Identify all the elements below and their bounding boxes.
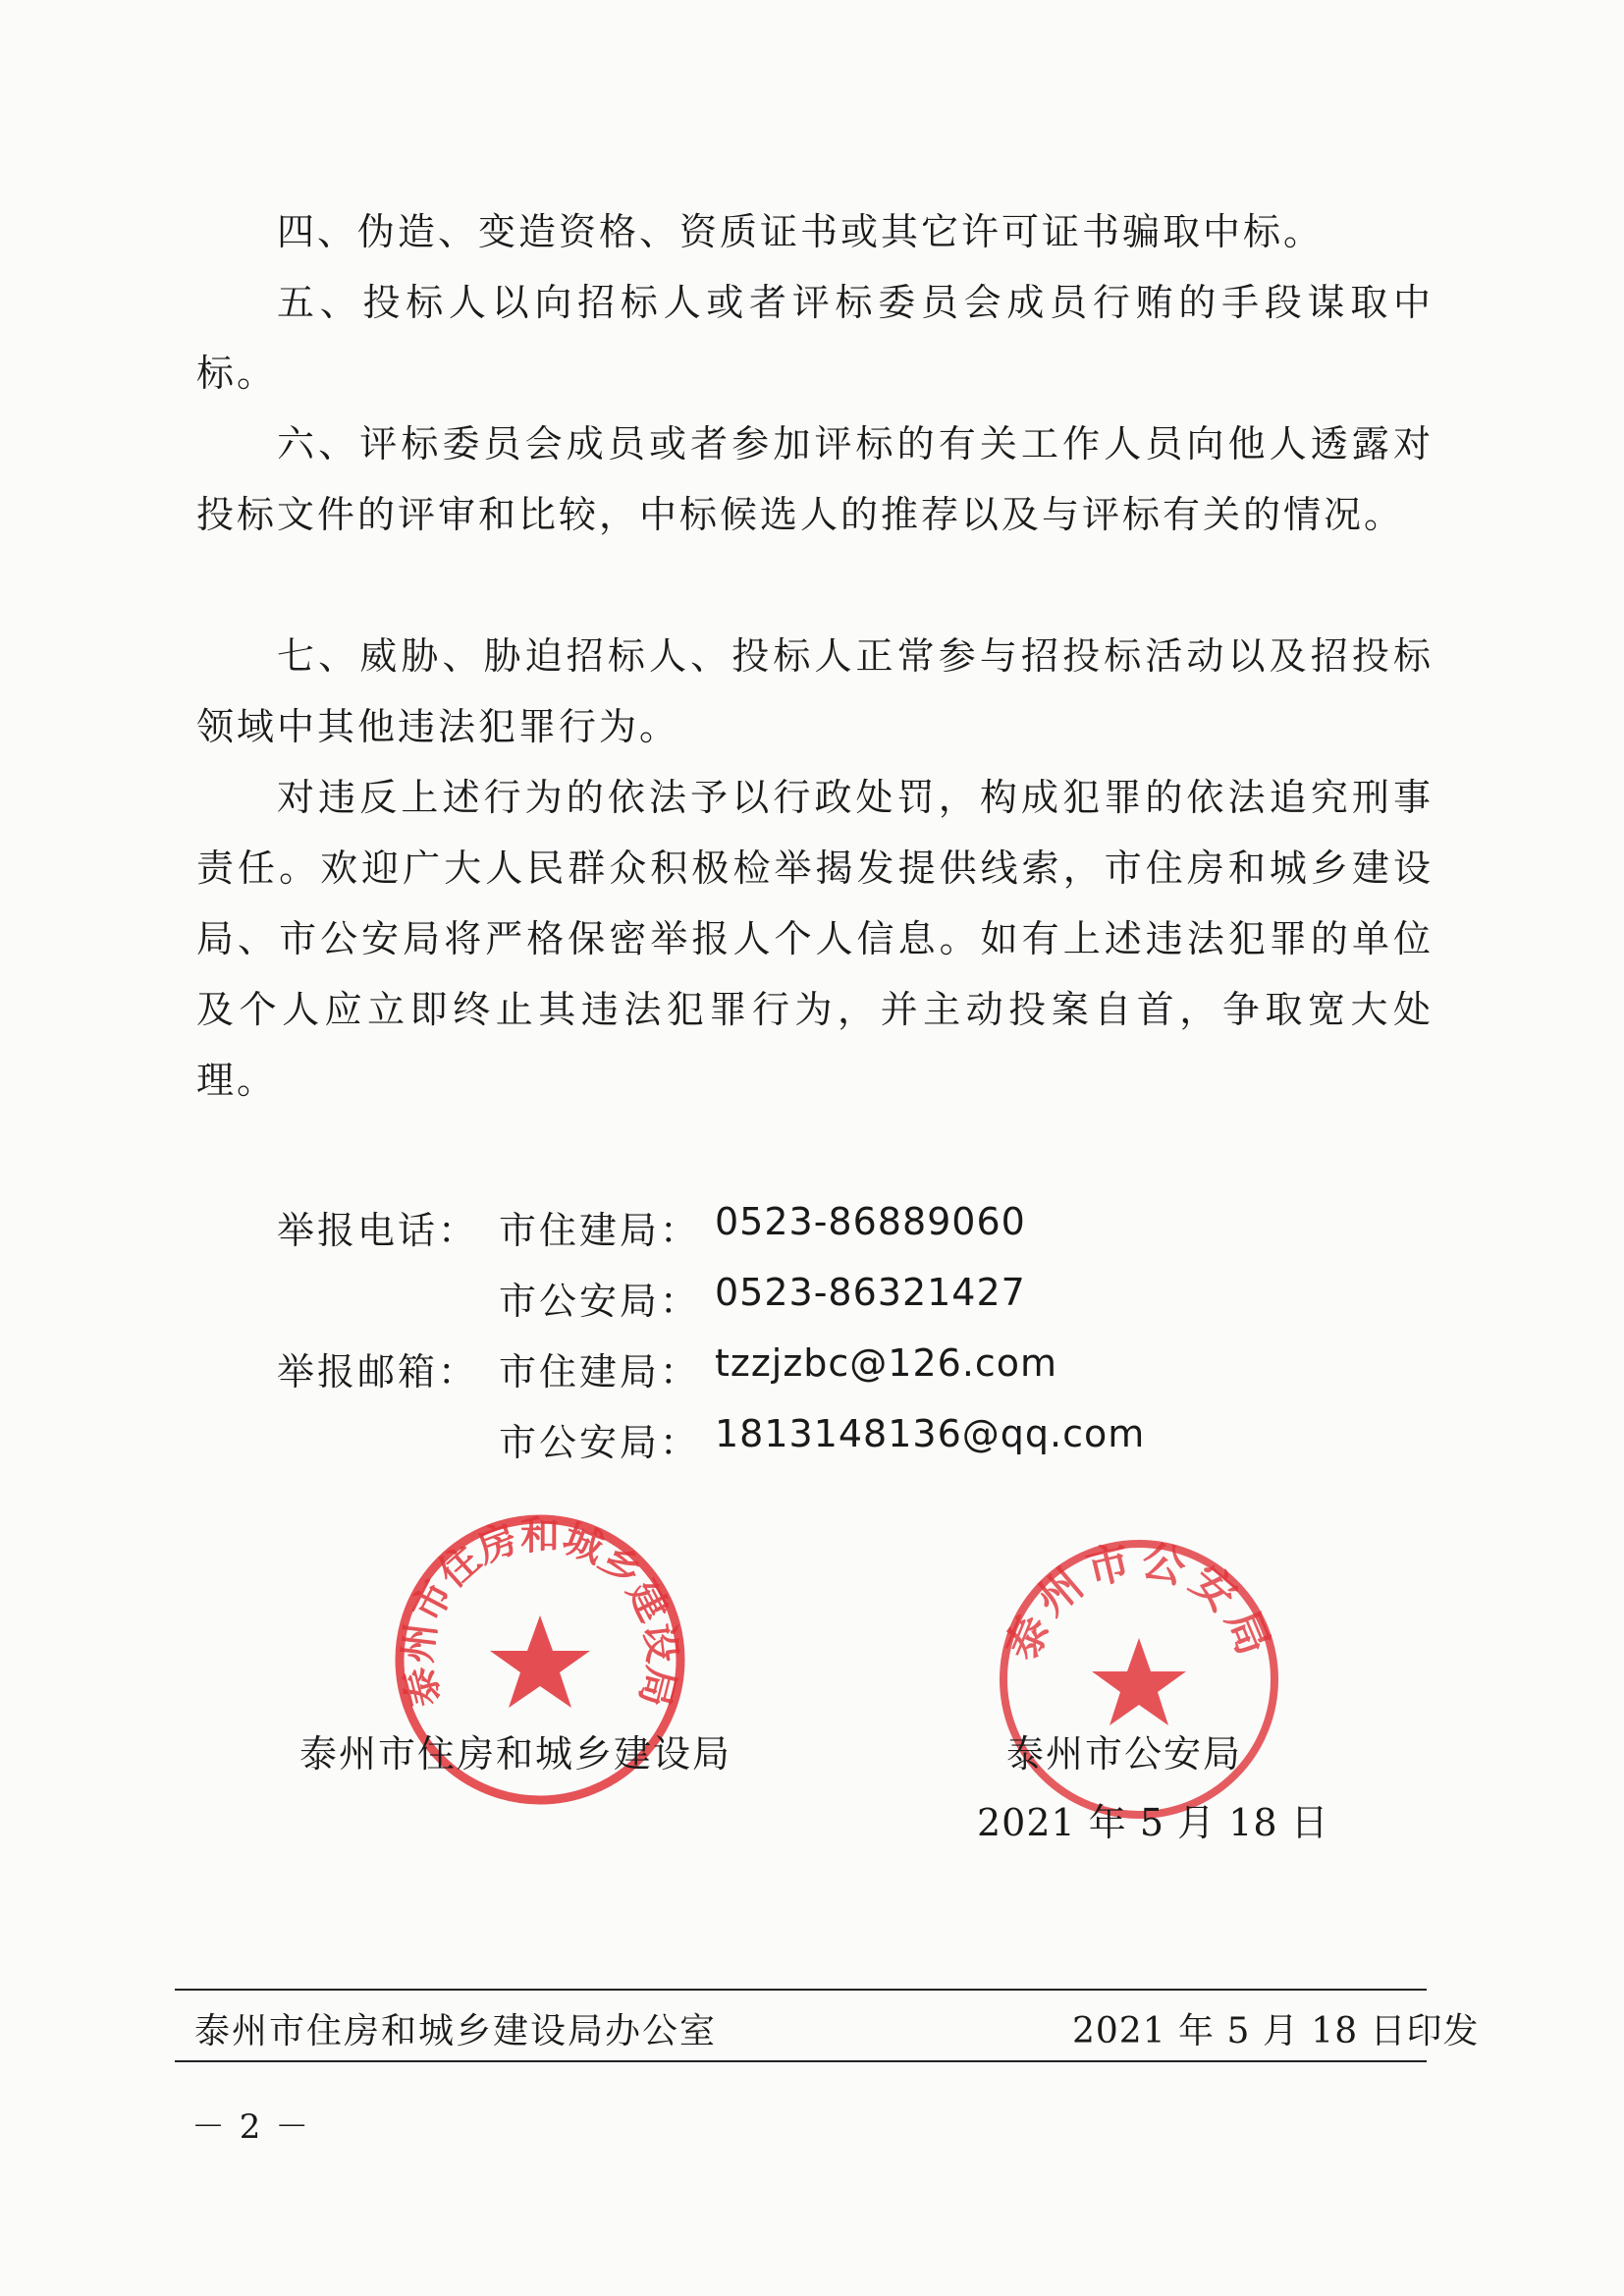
item-6: 六、评标委员会成员或者参加评标的有关工作人员向他人透露对投标文件的评审和比较，中标候选人的推荐以及与评标有关的情况。 [196,422,1434,536]
email-label: 举报邮箱： [277,1350,479,1394]
svg-text:泰州市住房和城乡建设局: 泰州市住房和城乡建设局 [394,1512,686,1712]
footer-top-rule [175,1989,1427,1991]
footer-office: 泰州市住房和城乡建设局办公室 [194,2011,718,2051]
phone-gongan-number: 0523-86321427 [715,1271,1026,1314]
footer-bottom-rule [175,2060,1427,2062]
footer-print-date: 2021 年 5 月 18 日印发 [1072,2011,1480,2051]
page-number: － 2 － [191,2107,311,2147]
phone-zhujian-number: 0523-86889060 [715,1200,1026,1243]
email-gongan: 1813148136@qq.com [715,1412,1146,1455]
signature-housing-bureau: 泰州市住房和城乡建设局 [299,1732,732,1776]
phone-label: 举报电话： [277,1209,479,1252]
email-gongan-label: 市公安局： [499,1421,701,1464]
svg-text:泰州市公安局: 泰州市公安局 [997,1535,1281,1668]
email-zhujian: tzzjzbc@126.com [715,1341,1058,1385]
signature-date: 2021 年 5 月 18 日 [977,1801,1329,1844]
item-4: 四、伪造、变造资格、资质证书或其它许可证书骗取中标。 [277,210,1325,253]
phone-zhujian-label: 市住建局： [499,1209,701,1252]
phone-gongan-label: 市公安局： [499,1280,701,1323]
email-zhujian-label: 市住建局： [499,1350,701,1394]
signature-public-security: 泰州市公安局 [1006,1732,1243,1776]
item-7: 七、威胁、胁迫招标人、投标人正常参与招投标活动以及招投标领域中其他违法犯罪行为。 [196,634,1434,748]
item-5: 五、投标人以向招标人或者评标委员会成员行贿的手段谋取中标。 [196,281,1434,395]
closing-paragraph: 对违反上述行为的依法予以行政处罚，构成犯罪的依法追究刑事责任。欢迎广大人民群众积极检举揭发提供线索，市住房和城乡建设局、市公安局将严格保密举报人个人信息。如有上述违法犯罪的单位及个人应立即终止其违法犯罪行为，并主动投案自首，争取宽大处理。 [196,776,1434,1102]
seal-public-security-bureau [992,1532,1286,1827]
